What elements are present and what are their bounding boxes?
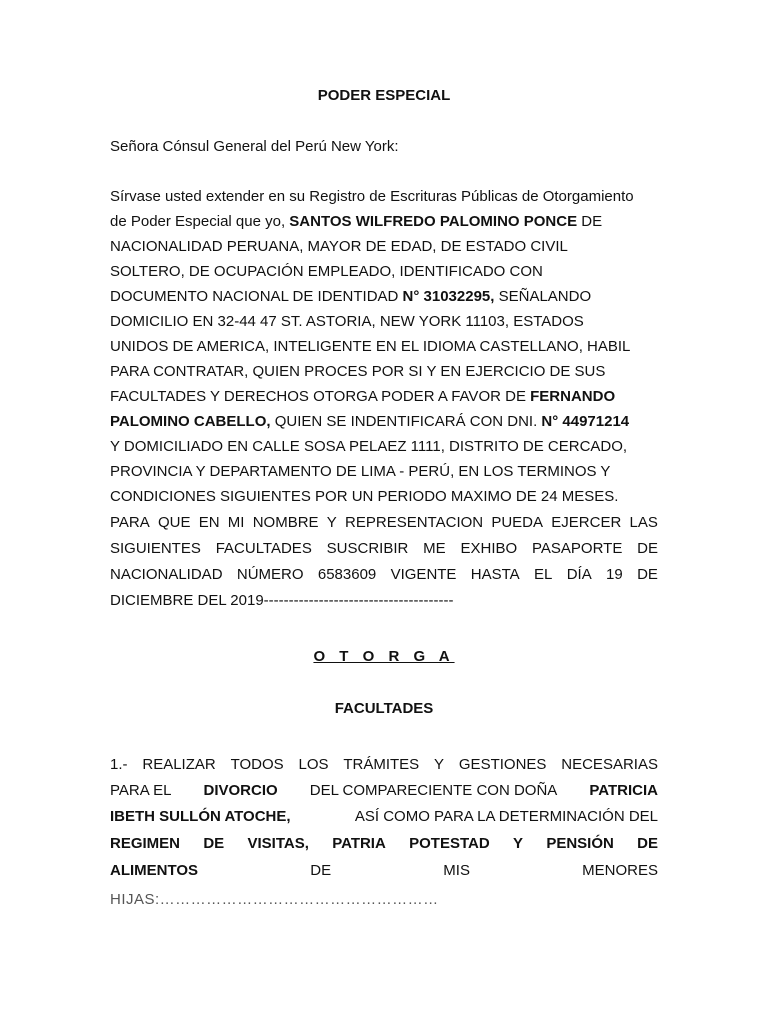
word: REALIZAR [142,756,216,773]
word: NECESARIAS [561,756,658,773]
body-line-17: DICIEMBRE DEL 2019-------------------------------------- [110,592,454,609]
word: LOS [298,756,329,773]
word: VISITAS, [247,835,309,852]
word: DE [637,835,658,852]
word: EXHIBO [460,540,518,557]
facultades-heading: FACULTADES [334,700,434,717]
body-line-1: Sírvase usted extender en su Registro de Escrituras Públicas de Otorgamiento [110,188,634,205]
body-line-3: NACIONALIDAD PERUANA, MAYOR DE EDAD, DE ESTADO CIVIL [110,238,568,255]
item1-line-3: IBETH SULLÓN ATOCHE, ASÍ COMO PARA LA DETERMINACIÓN DEL [110,808,658,825]
attorney-last-name: PALOMINO CABELLO, [110,413,271,430]
word: DE [203,835,225,852]
word: FACULTADES [215,540,312,557]
body-line-4: SOLTERO, DE OCUPACIÓN EMPLEADO, IDENTIFICADO CON [110,263,543,280]
word: SUSCRIBIR [326,540,409,557]
word: Y [326,514,337,531]
salutation: Señora Cónsul General del Perú New York: [110,138,399,155]
body-line-10: PALOMINO CABELLO, QUIEN SE INDENTIFICARÁ CON DNI. N° 44971214 [110,413,630,430]
word: DE [637,566,658,583]
item1-line-6: HIJAS:……………………………………………… [110,891,439,908]
word: LAS [629,514,658,531]
word: EL [534,566,553,583]
word: EN [198,514,220,531]
body-line-6: DOMICILIO EN 32-44 47 ST. ASTORIA, NEW YORK 11103, ESTADOS [110,313,584,330]
word: PASAPORTE [532,540,623,557]
word: MENORES [582,862,658,879]
word: PATRIA [332,835,386,852]
word: PUEDA [491,514,544,531]
grantor-name: SANTOS WILFREDO PALOMINO PONCE [289,213,578,230]
word: SIGUIENTES [110,540,201,557]
body-line-15 [110,539,658,559]
word: Y [513,835,524,852]
word: 19 [606,566,623,583]
item1-line-5 [110,861,658,881]
item1-line-1 [110,755,658,775]
attorney-id: N° 44971214 [541,413,630,430]
word: VIGENTE [390,566,457,583]
body-line-16 [110,565,658,585]
word: REGIMEN [110,835,181,852]
word: DÍA [566,566,592,583]
word: TODOS [230,756,284,773]
body-line-12: PROVINCIA Y DEPARTAMENTO DE LIMA - PERÚ, EN LOS TERMINOS Y [110,463,611,480]
word: TRÁMITES [343,756,420,773]
body-line-9: FACULTADES Y DERECHOS OTORGA PODER A FAVOR DE FERNANDO [110,388,616,405]
word: DE [637,540,658,557]
word: EJERCER [551,514,622,531]
word: MIS [443,862,470,879]
item1-line-2: PARA EL DIVORCIO DEL COMPARECIENTE CON DOÑA PATRICIA [110,782,658,799]
word: ALIMENTOS [110,862,199,879]
word: ME [423,540,446,557]
body-line-14 [110,513,658,533]
attorney-first-name: FERNANDO [530,388,616,405]
body-line-13: CONDICIONES SIGUIENTES POR UN PERIODO MAXIMO DE 24 MESES. [110,488,619,505]
word: NACIONALIDAD [110,566,223,583]
document-title: PODER ESPECIAL [317,87,451,104]
word: POTESTAD [409,835,490,852]
word: Y [434,756,445,773]
item1-line-4 [110,834,658,854]
word: PENSIÓN [546,835,614,852]
word: MI [227,514,245,531]
word: GESTIONES [458,756,547,773]
otorga-heading: O T O R G A [313,648,455,665]
body-line-5: DOCUMENTO NACIONAL DE IDENTIDAD N° 31032295, SEÑALANDO [110,288,592,305]
word: NOMBRE [252,514,319,531]
word: 6583609 [317,566,377,583]
word: HASTA [470,566,520,583]
word: REPRESENTACION [345,514,484,531]
word: 1.- [110,756,128,773]
body-line-7: UNIDOS DE AMERICA, INTELIGENTE EN EL IDIOMA CASTELLANO, HABIL [110,338,631,355]
body-line-2: de Poder Especial que yo, SANTOS WILFREDO PALOMINO PONCE DE [110,213,603,230]
word: DE [310,862,332,879]
body-line-11: Y DOMICILIADO EN CALLE SOSA PELAEZ 1111, DISTRITO DE CERCADO, [110,438,628,455]
word: PARA [110,514,150,531]
word: QUE [157,514,191,531]
word: NÚMERO [236,566,304,583]
body-line-8: PARA CONTRATAR, QUIEN PROCES POR SI Y EN EJERCICIO DE SUS [110,363,606,380]
grantor-id: N° 31032295, [402,288,495,305]
